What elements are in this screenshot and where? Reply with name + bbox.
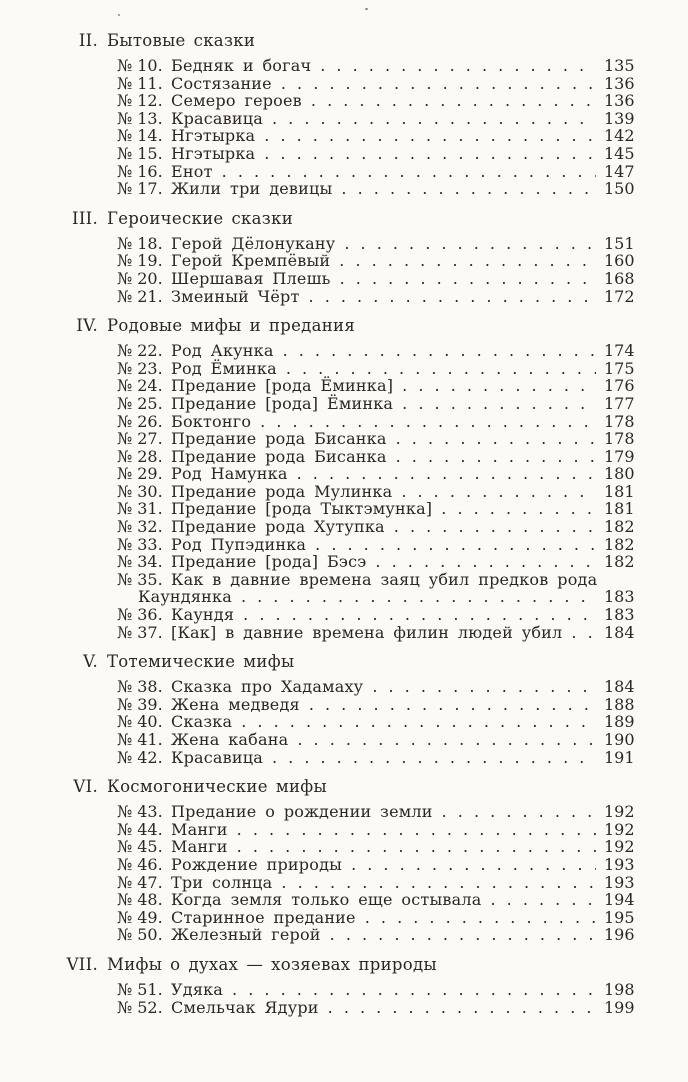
toc-entry xyxy=(0,500,640,518)
entry-title: Удяка xyxy=(171,979,224,999)
entry-page-number: 145 xyxy=(604,143,635,163)
toc-entry xyxy=(0,696,640,714)
entry-page-number: 189 xyxy=(604,712,635,732)
entry-title: Манги xyxy=(171,819,228,839)
entry-number: № 31. xyxy=(117,499,163,519)
entry-page-number: 136 xyxy=(604,73,635,93)
entry-page-number: 168 xyxy=(604,268,635,288)
section-title: Тотемические мифы xyxy=(107,652,295,672)
entry-title: Сказка xyxy=(171,712,233,732)
dot-leader xyxy=(311,92,596,110)
entry-title: Когда земля только еще остывала xyxy=(171,890,482,910)
toc-entry xyxy=(0,92,640,110)
dot-leader xyxy=(344,235,596,253)
entry-title: Предание [рода Ёминка] xyxy=(171,376,394,396)
toc-entry xyxy=(0,518,640,536)
entry-number: № 49. xyxy=(117,907,163,927)
toc-entry xyxy=(0,856,640,874)
toc-entry xyxy=(0,999,640,1017)
toc-entry xyxy=(0,448,640,466)
entry-page-number: 181 xyxy=(604,481,635,501)
entry-number: № 47. xyxy=(117,872,163,892)
dot-leader xyxy=(402,395,596,413)
section-entries xyxy=(0,342,640,641)
entry-title: Старинное предание xyxy=(171,907,356,927)
toc-entry xyxy=(0,606,640,624)
entry-page-number: 182 xyxy=(604,517,635,537)
entry-number: № 13. xyxy=(117,108,163,128)
entry-title: Предание рода Бисанка xyxy=(171,429,387,449)
entry-page-number: 191 xyxy=(604,747,635,767)
entry-number: № 46. xyxy=(117,854,163,874)
section-title: Бытовые сказки xyxy=(107,31,256,50)
toc-section xyxy=(0,316,640,641)
entry-number: № 19. xyxy=(117,251,163,271)
entry-title: Род Ёминка xyxy=(171,358,277,378)
entry-number: № 18. xyxy=(117,233,163,253)
dot-leader xyxy=(330,926,596,944)
dot-leader xyxy=(341,180,596,198)
dot-leader xyxy=(232,981,596,999)
dot-leader xyxy=(372,678,596,696)
toc-entry xyxy=(0,235,640,253)
entry-page-number: 160 xyxy=(604,251,635,271)
toc-entry xyxy=(0,731,640,749)
dot-leader xyxy=(396,430,596,448)
entry-number: № 50. xyxy=(117,925,163,945)
entry-title: Боктонго xyxy=(171,411,252,431)
entry-number: № 22. xyxy=(117,341,163,361)
table-of-contents xyxy=(0,31,640,1016)
section-numeral: VII. xyxy=(66,954,98,974)
dot-leader xyxy=(365,909,596,927)
dot-leader xyxy=(396,448,596,466)
dot-leader xyxy=(241,713,596,731)
section-entries xyxy=(0,803,640,944)
toc-entry xyxy=(0,981,640,999)
section-header xyxy=(0,316,640,335)
entry-title: Семеро героев xyxy=(171,91,302,111)
toc-section xyxy=(0,31,640,198)
entry-page-number: 192 xyxy=(604,802,635,822)
entry-title: Бедняк и богач xyxy=(171,56,312,75)
entry-number: № 24. xyxy=(117,376,163,396)
entry-page-number: 176 xyxy=(604,376,635,396)
entry-page-number: 177 xyxy=(604,393,635,413)
scan-speck xyxy=(365,8,368,10)
entry-page-number: 181 xyxy=(604,499,635,519)
entry-title: [Как] в давние времена филин людей убил xyxy=(171,622,563,642)
entry-title: Жена кабана xyxy=(171,730,289,749)
dot-leader xyxy=(286,360,596,378)
section-numeral: III. xyxy=(72,208,98,228)
entry-title: Шершавая Плешь xyxy=(171,268,331,288)
section-title: Мифы о духах — хозяевах природы xyxy=(107,954,437,974)
entry-page-number: 179 xyxy=(604,446,635,466)
dot-leader xyxy=(394,518,596,536)
entry-page-number: 147 xyxy=(604,161,635,181)
dot-leader xyxy=(241,588,596,606)
entry-number: № 48. xyxy=(117,890,163,910)
entry-title: Предание [рода] Бэсэ xyxy=(171,552,367,572)
entry-title: Предание рода Мулинка xyxy=(171,481,393,501)
entry-page-number: 193 xyxy=(604,872,635,892)
entry-page-number: 175 xyxy=(604,358,635,378)
section-numeral: IV. xyxy=(76,316,98,336)
section-numeral: II. xyxy=(78,31,98,50)
dot-leader xyxy=(441,500,596,518)
toc-entry xyxy=(0,180,640,198)
entry-number: № 45. xyxy=(117,837,163,857)
entry-page-number: 184 xyxy=(604,622,635,642)
entry-page-number: 196 xyxy=(604,925,635,945)
entry-page-number: 136 xyxy=(604,91,635,111)
dot-leader xyxy=(490,891,596,909)
toc-section xyxy=(0,955,640,1016)
entry-number: № 30. xyxy=(117,481,163,501)
entry-title: Жили три девицы xyxy=(171,179,333,199)
entry-number: № 36. xyxy=(117,605,163,625)
toc-entry xyxy=(0,127,640,145)
entry-number: № 32. xyxy=(117,517,163,537)
entry-title: Нгэтырка xyxy=(171,143,256,163)
section-header xyxy=(0,209,640,228)
entry-number: № 25. xyxy=(117,393,163,413)
entry-page-number: 182 xyxy=(604,552,635,572)
entry-title: Каундянка xyxy=(138,587,232,607)
entry-page-number: 182 xyxy=(604,534,635,554)
toc-entry xyxy=(0,413,640,431)
entry-number: № 20. xyxy=(117,268,163,288)
dot-leader xyxy=(315,536,596,554)
entry-number: № 33. xyxy=(117,534,163,554)
entry-number: № 27. xyxy=(117,429,163,449)
entry-number: № 21. xyxy=(117,286,163,306)
entry-number: № 52. xyxy=(117,997,163,1017)
entry-title: Состязание xyxy=(171,73,272,93)
section-numeral: V. xyxy=(83,652,98,672)
toc-entry xyxy=(0,270,640,288)
toc-entry xyxy=(0,342,640,360)
entry-page-number: 188 xyxy=(604,694,635,714)
entry-number: № 17. xyxy=(117,179,163,199)
entry-number: № 23. xyxy=(117,358,163,378)
entry-title: Герой Кремпёвый xyxy=(171,251,331,271)
toc-entry xyxy=(0,891,640,909)
dot-leader xyxy=(272,749,596,767)
dot-leader xyxy=(401,483,596,501)
entry-page-number: 194 xyxy=(604,890,635,910)
entry-number: № 12. xyxy=(117,91,163,111)
entry-title: Сказка про Хадамаху xyxy=(171,677,364,697)
toc-entry xyxy=(0,430,640,448)
dot-leader xyxy=(281,75,596,93)
toc-entry xyxy=(0,145,640,163)
entry-title: Герой Дёлонукану xyxy=(171,233,336,253)
dot-leader xyxy=(297,465,596,483)
entry-number: № 40. xyxy=(117,712,163,732)
toc-entry xyxy=(0,803,640,821)
toc-entry xyxy=(0,483,640,501)
entry-page-number: 142 xyxy=(604,126,635,146)
toc-section xyxy=(0,209,640,305)
entry-page-number: 139 xyxy=(604,108,635,128)
entry-page-number: 172 xyxy=(604,286,635,306)
toc-entry xyxy=(0,465,640,483)
entry-title: Енот xyxy=(171,161,213,181)
entry-number: № 14. xyxy=(117,126,163,146)
entry-title: Змеиный Чёрт xyxy=(171,286,300,306)
entry-number: № 34. xyxy=(117,552,163,572)
entry-title: Предание [рода] Ёминка xyxy=(171,393,394,413)
dot-leader xyxy=(281,874,596,892)
entry-title: Железный герой xyxy=(171,925,321,945)
toc-entry xyxy=(0,360,640,378)
toc-entry xyxy=(0,713,640,731)
toc-entry xyxy=(0,926,640,944)
entry-number: № 15. xyxy=(117,143,163,163)
toc-entry xyxy=(0,288,640,306)
entry-page-number: 190 xyxy=(604,730,635,749)
entry-number: № 42. xyxy=(117,747,163,767)
entry-title: Смельчак Ядури xyxy=(171,997,319,1017)
section-entries xyxy=(0,57,640,198)
toc-entry xyxy=(0,536,640,554)
entry-page-number: 174 xyxy=(604,341,635,361)
section-title: Родовые мифы и предания xyxy=(107,316,356,336)
dot-leader xyxy=(243,606,596,624)
entry-page-number: 192 xyxy=(604,819,635,839)
toc-entry xyxy=(0,874,640,892)
section-header xyxy=(0,955,640,974)
entry-page-number: 150 xyxy=(604,179,635,199)
entry-title: Предание о рождении земли xyxy=(171,802,433,822)
entry-page-number: 178 xyxy=(604,429,635,449)
toc-section xyxy=(0,777,640,944)
entry-page-number: 183 xyxy=(604,587,635,607)
entry-page-number: 195 xyxy=(604,907,635,927)
dot-leader xyxy=(272,110,596,128)
entry-title: Красавица xyxy=(171,108,263,128)
dot-leader xyxy=(340,270,596,288)
entry-page-number: 192 xyxy=(604,837,635,857)
section-entries xyxy=(0,678,640,766)
section-entries xyxy=(0,235,640,305)
entry-number: № 35. xyxy=(117,569,163,589)
entry-title: Предание рода Хутупка xyxy=(171,517,385,537)
toc-entry xyxy=(0,678,640,696)
section-title: Героические сказки xyxy=(107,208,294,228)
dot-leader xyxy=(237,838,596,856)
entry-title: Нгэтырка xyxy=(171,126,256,146)
entry-title: Как в давние времена заяц убил предков рода xyxy=(171,569,598,589)
entry-page-number: 151 xyxy=(604,233,635,253)
entry-number: № 29. xyxy=(117,464,163,484)
toc-entry xyxy=(0,909,640,927)
entry-title: Предание [рода Тыктэмунка] xyxy=(171,499,433,519)
toc-entry xyxy=(0,553,640,571)
dot-leader xyxy=(260,413,596,431)
section-entries xyxy=(0,981,640,1016)
section-header xyxy=(0,777,640,796)
dot-leader xyxy=(283,342,596,360)
entry-number: № 28. xyxy=(117,446,163,466)
dot-leader xyxy=(309,288,596,306)
toc-section xyxy=(0,652,640,766)
entry-number: № 44. xyxy=(117,819,163,839)
toc-entry xyxy=(0,838,640,856)
entry-number: № 37. xyxy=(117,622,163,642)
entry-number: № 51. xyxy=(117,979,163,999)
dot-leader xyxy=(328,999,596,1017)
dot-leader xyxy=(237,821,596,839)
entry-page-number: 198 xyxy=(604,979,635,999)
entry-title: Предание рода Бисанка xyxy=(171,446,387,466)
toc-entry-continuation xyxy=(0,588,640,606)
entry-page-number: 183 xyxy=(604,605,635,625)
dot-leader xyxy=(442,803,596,821)
entry-number: № 38. xyxy=(117,677,163,697)
entry-title: Род Акунка xyxy=(171,341,274,361)
entry-title: Род Пупэдинка xyxy=(171,534,307,554)
entry-number: № 16. xyxy=(117,161,163,181)
dot-leader xyxy=(264,127,596,145)
toc-entry xyxy=(0,163,640,181)
toc-entry xyxy=(0,821,640,839)
dot-leader xyxy=(309,696,596,714)
entry-title: Манги xyxy=(171,837,228,857)
entry-page-number: 193 xyxy=(604,854,635,874)
section-header xyxy=(0,31,640,50)
entry-title: Рождение природы xyxy=(171,854,343,874)
toc-entry xyxy=(0,252,640,270)
toc-entry xyxy=(0,75,640,93)
dot-leader xyxy=(222,163,596,181)
entry-number: № 39. xyxy=(117,694,163,714)
toc-entry xyxy=(0,749,640,767)
section-header xyxy=(0,652,640,671)
entry-page-number: 184 xyxy=(604,677,635,697)
dot-leader xyxy=(571,624,596,642)
entry-title: Красавица xyxy=(171,747,263,767)
section-numeral: VI. xyxy=(73,777,98,797)
dot-leader xyxy=(351,856,596,874)
toc-entry xyxy=(0,624,640,642)
dot-leader xyxy=(264,145,596,163)
entry-page-number: 199 xyxy=(604,997,635,1017)
toc-entry xyxy=(0,57,640,75)
entry-page-number: 180 xyxy=(604,464,635,484)
entry-number: № 41. xyxy=(117,730,163,749)
dot-leader xyxy=(402,377,596,395)
entry-page-number: 135 xyxy=(604,56,635,75)
entry-page-number: 178 xyxy=(604,411,635,431)
entry-number: № 10. xyxy=(117,56,163,75)
section-title: Космогонические мифы xyxy=(107,777,327,797)
entry-title: Род Намунка xyxy=(171,464,288,484)
entry-title: Три солнца xyxy=(171,872,273,892)
entry-number: № 26. xyxy=(117,411,163,431)
toc-entry xyxy=(0,377,640,395)
entry-number: № 11. xyxy=(117,73,163,93)
toc-entry xyxy=(0,571,640,589)
toc-entry xyxy=(0,110,640,128)
entry-number: № 43. xyxy=(117,802,163,822)
dot-leader xyxy=(339,252,596,270)
dot-leader xyxy=(375,553,596,571)
toc-entry xyxy=(0,395,640,413)
entry-title: Жена медведя xyxy=(171,694,300,714)
entry-title: Каундя xyxy=(171,605,235,625)
dot-leader xyxy=(320,57,596,75)
dot-leader xyxy=(297,731,596,749)
scan-speck xyxy=(118,14,120,16)
